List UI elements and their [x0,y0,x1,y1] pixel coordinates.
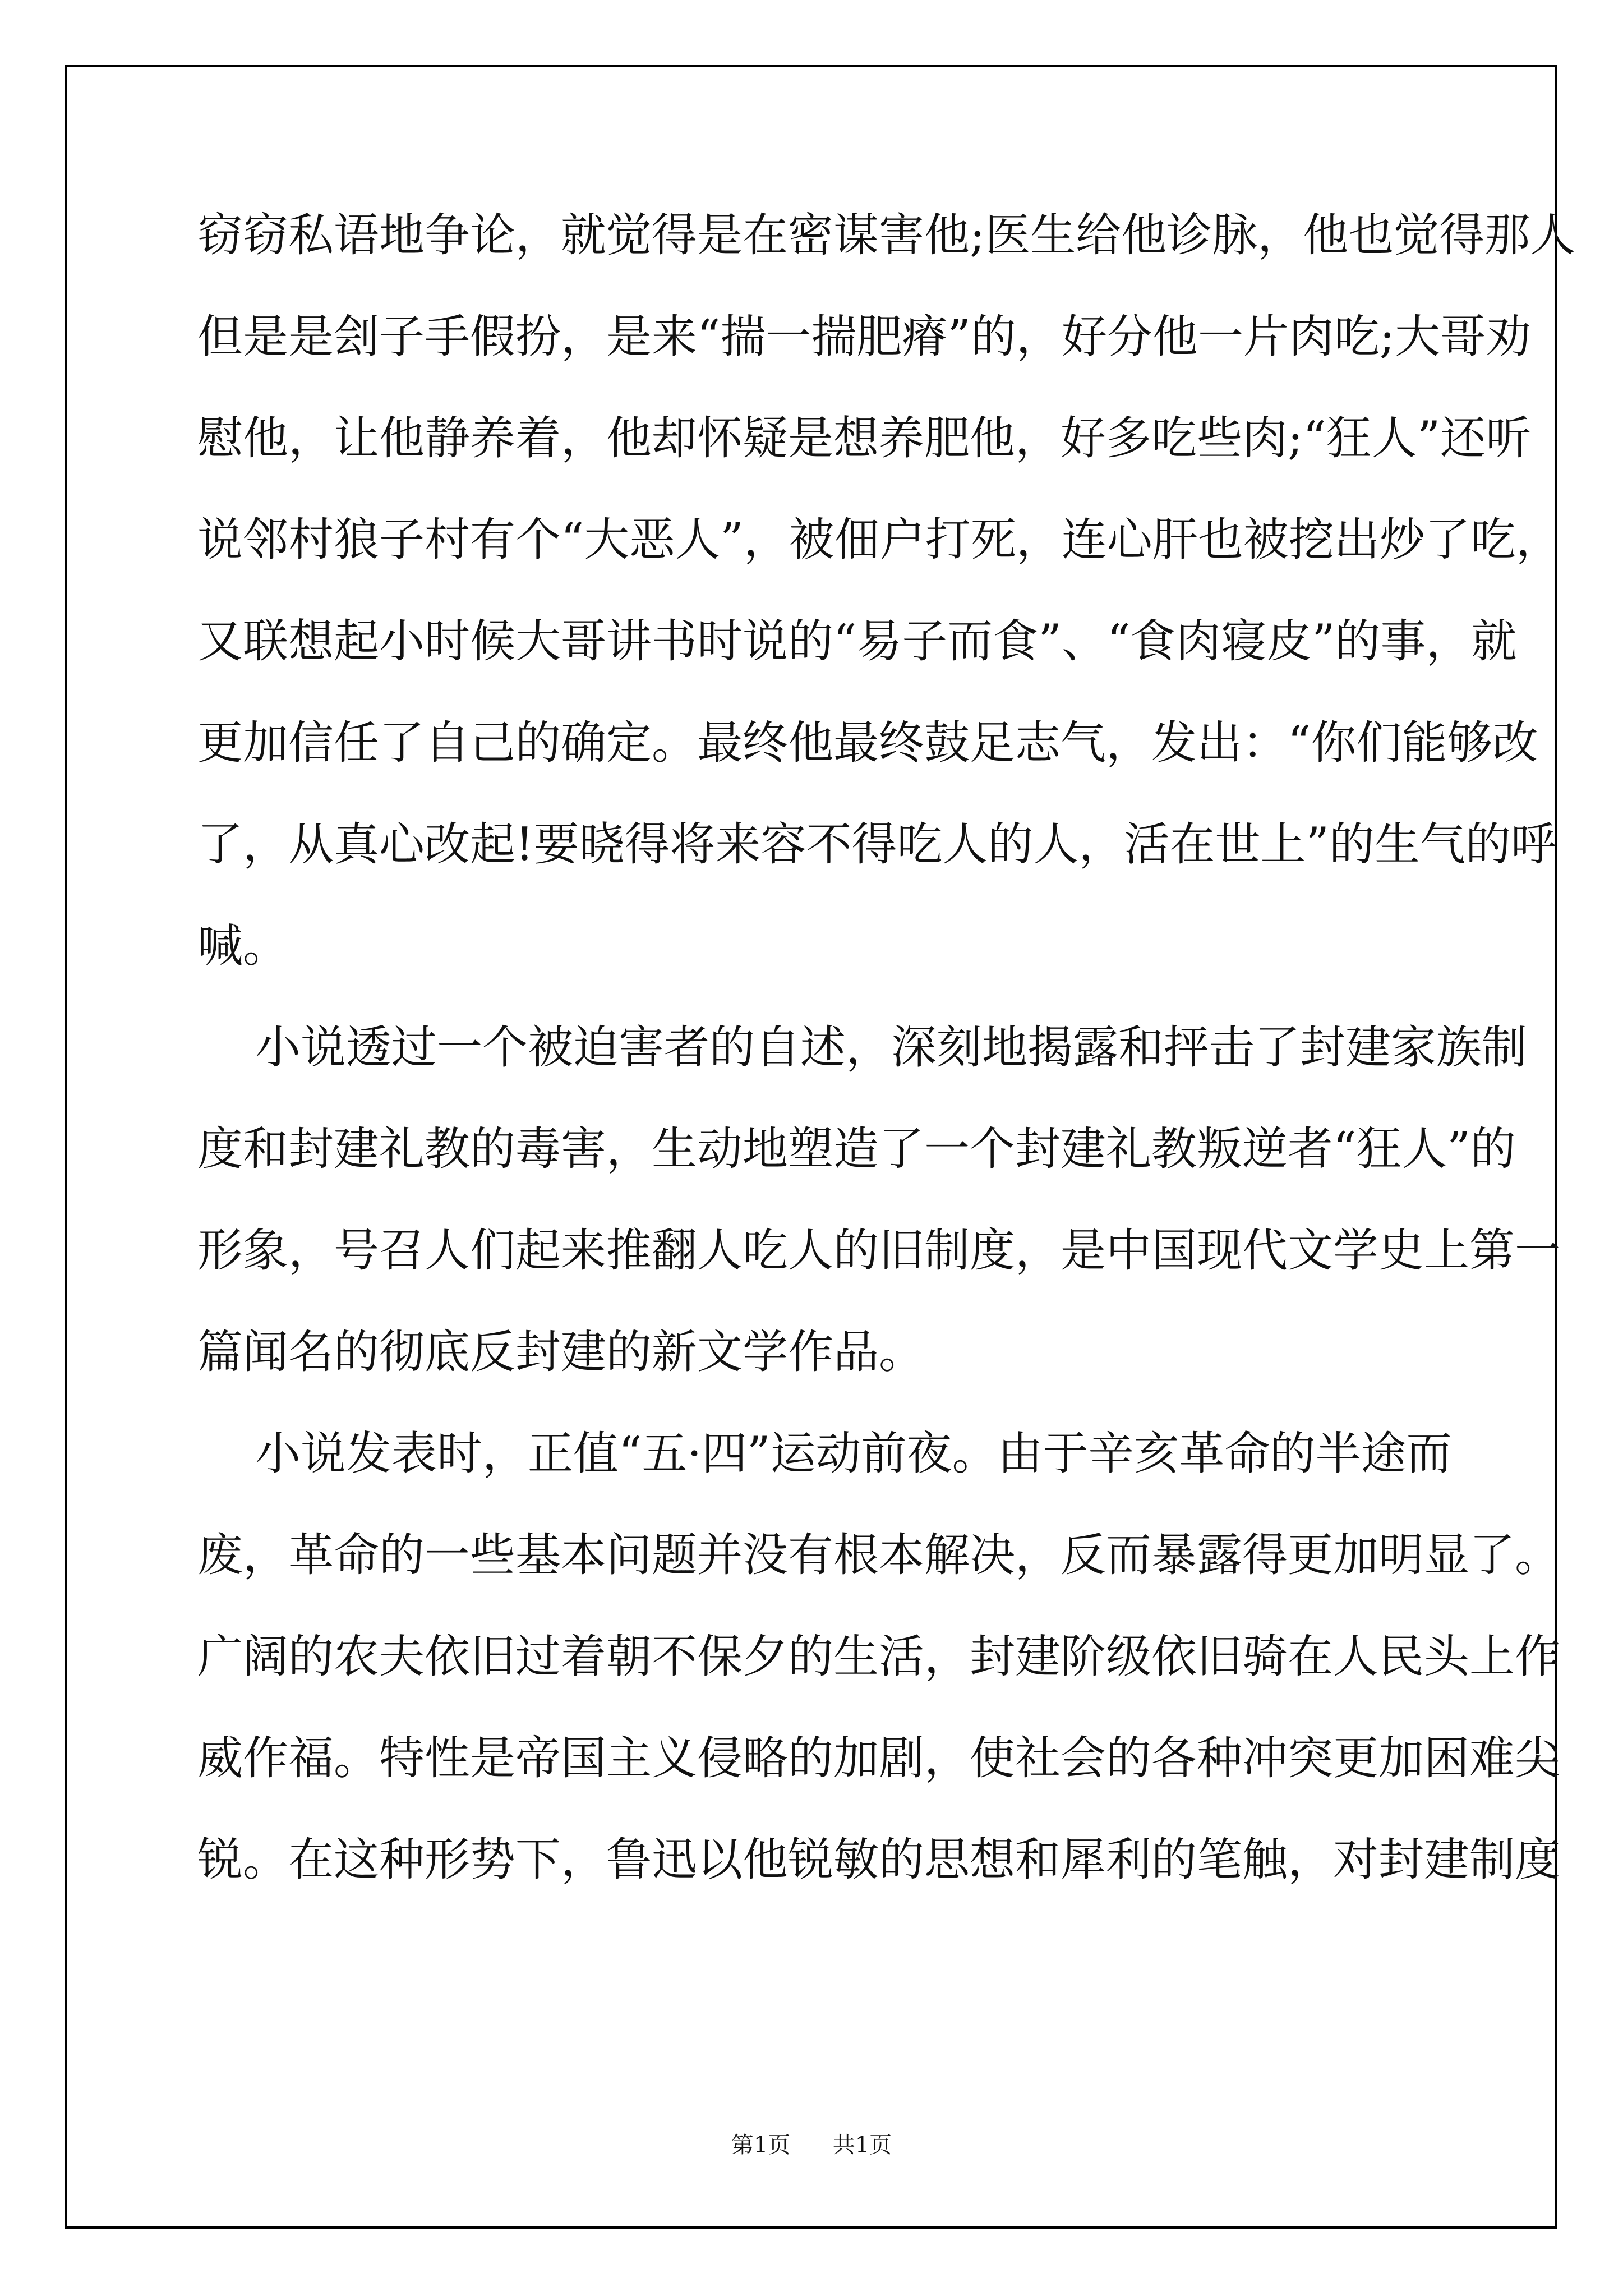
text-line: 篇闻名的彻底反封建的新文学作品。 [197,1326,925,1379]
text-line: 小说发表时，正值“五·四”运动前夜。由于辛亥革命的半途而 [197,1428,1452,1480]
text-line: 更加信任了自己的确定。最终他最终鼓足志气，发出：“你们能够改 [197,717,1538,770]
page-footer [0,2127,1623,2159]
document-body [197,209,1576,1936]
text-line: 小说透过一个被迫害者的自述，深刻地揭露和抨击了封建家族制 [197,1022,1527,1074]
text-line: 但是是刽子手假扮，是来“揣一揣肥瘠”的，好分他一片肉吃;大哥劝 [197,311,1532,364]
text-line: 说邻村狼子村有个“大恶人”，被佃户打死，连心肝也被挖出炒了吃， [197,514,1561,567]
text-line: 锐。在这种形势下，鲁迅以他锐敏的思想和犀利的笔触，对封建制度 [197,1834,1561,1887]
text-line: 了，从真心改起!要晓得将来容不得吃人的人，活在世上”的生气的呼 [197,818,1556,871]
text-line: 度和封建礼教的毒害，生动地塑造了一个封建礼教叛逆者“狂人”的 [197,1123,1516,1176]
text-line: 慰他，让他静养着，他却怀疑是想养肥他，好多吃些肉;“狂人”还听 [197,412,1532,465]
text-line: 废，革命的一些基本问题并没有根本解决，反而暴露得更加明显了。 [197,1529,1561,1582]
page-number: 第1页 [731,2132,791,2158]
text-line: 又联想起小时候大哥讲书时说的“易子而食”、“食肉寝皮”的事，就 [197,615,1517,668]
text-line: 威作福。特性是帝国主义侵略的加剧，使社会的各种冲突更加困难尖 [197,1732,1561,1785]
text-line: 窃窃私语地争论，就觉得是在密谋害他;医生给他诊脉，他也觉得那人 [197,209,1576,262]
text-line: 喊。 [197,920,289,973]
total-pages: 共1页 [832,2132,892,2158]
text-line: 广阔的农夫依旧过着朝不保夕的生活，封建阶级依旧骑在人民头上作 [197,1631,1561,1683]
text-line: 形象，号召人们起来推翻人吃人的旧制度，是中国现代文学史上第一 [197,1225,1561,1277]
